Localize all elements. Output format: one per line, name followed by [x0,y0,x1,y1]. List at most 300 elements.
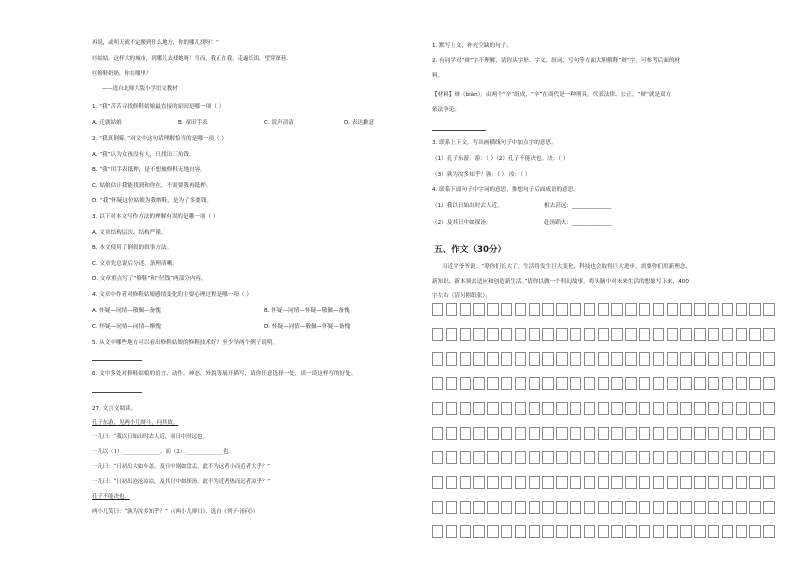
grid-cell [487,352,498,365]
grid-cell [542,476,553,489]
grid-cell [501,451,512,464]
grid-cell [598,303,609,316]
grid-cell [556,451,567,464]
question-6: 6. 文中多处对修鞋姑娘的语言、动作、神态、外貌等展开描写，请你任意选择一处，谈一谈这样写的好处。 [92,371,357,377]
grid-cell [487,525,498,538]
grid-cell [653,451,664,464]
grid-cell [763,525,774,538]
grid-cell [473,451,484,464]
q2-option-c: C. 姑娘估计我能找到和你在，不需要我再抵押。 [92,183,212,189]
grid-cell [584,427,595,440]
r4-sentence: （1）我以日始出时去人近。 [432,203,503,209]
essay-prompt: 习近平爷爷说：“筹你们长大了，生活将发生巨大变化，科技也会取得巨大进步，需要你们用新理念、 [442,264,692,270]
grid-cell [584,402,595,415]
q3-option-a: A. 文章结构层次、结构严谨。 [92,230,167,236]
intro-line: ⑭修鞋奶奶，你在哪里？ [92,71,152,77]
grid-cell [432,476,443,489]
grid-cell [763,451,774,464]
grid-cell [529,427,540,440]
grid-cell [749,501,760,514]
grid-cell [708,501,719,514]
grid-cell [598,501,609,514]
q2-option-d: D. “我”怀疑这位姑娘为我纳鞋，是为了多要钱。 [92,198,212,204]
grid-cell [515,402,526,415]
grid-cell [736,427,747,440]
grid-cell [639,303,650,316]
grid-cell [667,328,678,341]
grid-cell [584,377,595,390]
grid-cell [460,525,471,538]
grid-cell [680,377,691,390]
writing-grid [432,303,778,560]
intro-line: 再说，或明天就不定搬到什么地方，你的哪儿找呀！” [92,40,219,46]
q4-option-c: C. 怀疑—同情—同情—惭愧 [92,324,161,330]
grid-cell [432,328,443,341]
grid-cell [556,352,567,365]
q1-option-b: B. 童旧手表 [178,120,208,126]
grid-cell [653,377,664,390]
grid-cell [722,501,733,514]
question-2: 2. “我真倒霉。”对文中这句话理解恰当的是哪一项（ ） [92,136,227,142]
grid-cell [694,501,705,514]
grid-cell [708,402,719,415]
grid-cell [694,476,705,489]
grid-cell [501,402,512,415]
grid-cell [515,377,526,390]
grid-cell [667,501,678,514]
grid-cell [639,451,650,464]
question-4: 4. 文章中作者对修鞋姑娘感情变化的主要心理过程是哪一项（ ） [92,292,252,298]
grid-cell [722,427,733,440]
grid-cell [708,427,719,440]
grid-cell [515,427,526,440]
grid-cell [611,352,622,365]
grid-cell [763,402,774,415]
grid-cell [680,303,691,316]
grid-cell [722,402,733,415]
grid-cell [667,427,678,440]
grid-cell [763,352,774,365]
grid-cell [736,377,747,390]
grid-cell [460,328,471,341]
grid-cell [749,525,760,538]
grid-cell [432,525,443,538]
grid-cell [680,501,691,514]
grid-cell [446,427,457,440]
grid-cell [501,328,512,341]
answer-line [92,392,142,393]
grid-cell [542,402,553,415]
grid-cell [446,501,457,514]
grid-cell [432,427,443,440]
grid-cell [639,525,650,538]
r3-row: （1）孔子东游。游：（ ）（2）孔子不能决也。决：（ ） [432,156,569,162]
grid-cell [763,377,774,390]
grid-cell [653,427,664,440]
grid-cell [473,427,484,440]
q3-option-d: D. 文章重点写了“修鞋”和“付钱”两部分内容。 [92,276,207,282]
grid-cell [708,377,719,390]
grid-cell [584,451,595,464]
grid-cell [460,427,471,440]
grid-cell [515,476,526,489]
grid-cell [736,476,747,489]
grid-cell [625,427,636,440]
grid-cell [680,402,691,415]
grid-cell [598,476,609,489]
q1-option-d: D. 表达歉意 [344,120,375,126]
grid-cell [487,476,498,489]
grid-cell [763,501,774,514]
grid-cell [667,377,678,390]
grid-cell [611,427,622,440]
q1-option-c: C. 说声清清 [264,120,294,126]
q4-option-d: D. 怀疑—同情—敬佩—怀疑—备愧 [264,324,351,330]
grid-cell [446,303,457,316]
r3-row: （3）孰为汝多知乎？孰：（ ） 汝：（ ） [432,172,531,178]
grid-cell [680,525,691,538]
grid-cell [570,525,581,538]
grid-cell [639,352,650,365]
grid-cell [515,352,526,365]
grid-cell [722,451,733,464]
r4-sentence: （2）及其日中如探汤。 [432,220,492,226]
grid-cell [446,328,457,341]
grid-cell [680,427,691,440]
grid-cell [584,303,595,316]
grid-cell [653,352,664,365]
grid-cell [501,525,512,538]
question-27: 27. 文言文阅读。 [92,406,137,412]
grid-cell [446,352,457,365]
grid-cell [515,501,526,514]
classical-line: 一儿曰：“日初出沧沧凉凉，及其日中如探汤，此不为近者热而远者凉乎？” [92,479,271,485]
grid-cell [736,501,747,514]
grid-cell [736,303,747,316]
grid-cell [749,352,760,365]
grid-cell [736,451,747,464]
classical-line: 孔子东游，见两小儿辩斗，问其故。 [92,420,179,426]
grid-cell [529,501,540,514]
grid-cell [556,377,567,390]
grid-cell [598,451,609,464]
grid-cell [598,427,609,440]
grid-cell [625,402,636,415]
grid-cell [487,501,498,514]
grid-cell [515,451,526,464]
grid-cell [529,328,540,341]
grid-cell [487,427,498,440]
grid-cell [625,501,636,514]
grid-cell [749,476,760,489]
classical-line: 一儿以（1）______________，而（2）______________也。 [92,449,234,455]
grid-cell [446,525,457,538]
grid-cell [432,501,443,514]
grid-cell [515,328,526,341]
grid-cell [611,377,622,390]
grid-cell [749,328,760,341]
grid-cell [487,402,498,415]
question-5: 5. 从文中哪些地方可以看出修鞋姑娘的修鞋技术好？至少举两个例子说明。 [92,340,279,346]
grid-cell [639,427,650,440]
grid-cell [680,476,691,489]
grid-cell [556,476,567,489]
grid-cell [639,501,650,514]
grid-cell [446,451,457,464]
grid-cell [529,303,540,316]
grid-cell [473,352,484,365]
grid-cell [680,352,691,365]
grid-cell [487,377,498,390]
grid-cell [529,352,540,365]
grid-cell [584,352,595,365]
grid-cell [542,427,553,440]
grid-cell [529,402,540,415]
grid-cell [694,427,705,440]
q2-option-a: A. “我”认为女孩没有人，只找出三角钱。 [92,152,195,158]
grid-cell [736,402,747,415]
grid-cell [667,451,678,464]
grid-cell [694,402,705,415]
grid-cell [570,352,581,365]
grid-cell [708,476,719,489]
grid-cell [598,352,609,365]
grid-cell [722,377,733,390]
classical-line: 两小儿笑曰：“孰为汝多知乎？”（《两小儿辩日》，选自《列子·汤问》） [92,509,259,515]
grid-cell [625,352,636,365]
grid-cell [556,525,567,538]
section-title: 五、作文（30分） [434,245,507,255]
grid-cell [487,451,498,464]
grid-cell [598,525,609,538]
grid-cell [473,303,484,316]
grid-cell [501,501,512,514]
q1-option-a: A. 迁就姑娘 [92,120,122,126]
grid-cell [515,303,526,316]
grid-cell [473,402,484,415]
grid-cell [556,303,567,316]
grid-cell [570,501,581,514]
grid-cell [556,328,567,341]
classical-line: 孔子不能决也。 [92,494,130,500]
grid-cell [722,476,733,489]
grid-cell [611,402,622,415]
grid-cell [570,476,581,489]
grid-cell [556,501,567,514]
grid-cell [501,377,512,390]
grid-cell [611,501,622,514]
grid-cell [570,451,581,464]
grid-cell [570,328,581,341]
grid-cell [584,328,595,341]
answer-line [432,130,486,131]
grid-cell [598,377,609,390]
grid-cell [432,451,443,464]
intro-line: ⑬姑姑，这样大的城市，到哪儿去找她呀！当而，我正在我，走遍长街，望穿深巷。 [92,56,292,62]
grid-cell [446,402,457,415]
grid-cell [501,476,512,489]
question-r2-cont: 料。 [432,73,444,79]
grid-cell [625,377,636,390]
grid-cell [432,303,443,316]
essay-prompt: 新知识、新本领去适应和创造新生活。”请你以做一个科幻故事，将头脑中对未来生活的想象写下来，400 [432,279,689,285]
grid-cell [460,476,471,489]
grid-cell [639,402,650,415]
grid-cell [473,501,484,514]
grid-cell [542,501,553,514]
grid-cell [722,328,733,341]
essay-prompt: 字左右（请另附纸张）。 [432,293,491,299]
grid-cell [749,451,760,464]
grid-cell [460,402,471,415]
grid-cell [611,328,622,341]
source-note: ——选自北师大版小学语文教材 [102,86,178,92]
grid-cell [487,303,498,316]
grid-cell [625,328,636,341]
grid-cell [446,476,457,489]
grid-cell [460,352,471,365]
grid-cell [680,451,691,464]
grid-cell [611,451,622,464]
grid-cell [501,427,512,440]
grid-cell [446,377,457,390]
q4-option-b: B. 怀疑—同情—怀疑—敬佩—备愧 [264,308,350,314]
grid-cell [556,427,567,440]
grid-cell [653,476,664,489]
grid-cell [501,303,512,316]
r4-idiom: 相去甚远：______________ [544,203,612,209]
q3-option-b: B. 本文使用了倒叙的叙事方法。 [92,245,173,251]
grid-cell [611,476,622,489]
grid-cell [667,303,678,316]
q4-option-a: A. 怀疑—同情—敬佩—备愧 [92,308,161,314]
grid-cell [542,377,553,390]
grid-cell [570,427,581,440]
grid-cell [515,525,526,538]
grid-cell [763,427,774,440]
grid-cell [598,402,609,415]
classical-line: 一儿曰：“我以日始出时去人近，而日中时远也。 [92,434,208,440]
answer-line [92,360,142,361]
grid-cell [487,328,498,341]
grid-cell [432,402,443,415]
grid-cell [584,525,595,538]
grid-cell [694,328,705,341]
grid-cell [542,303,553,316]
grid-cell [529,451,540,464]
grid-cell [625,303,636,316]
grid-cell [653,402,664,415]
grid-cell [460,501,471,514]
grid-cell [722,303,733,316]
grid-cell [432,377,443,390]
grid-cell [667,402,678,415]
grid-cell [473,476,484,489]
grid-cell [529,525,540,538]
grid-cell [584,501,595,514]
grid-cell [529,377,540,390]
grid-cell [501,352,512,365]
grid-cell [473,377,484,390]
grid-cell [639,377,650,390]
grid-cell [432,352,443,365]
grid-cell [708,352,719,365]
grid-cell [639,476,650,489]
grid-cell [763,328,774,341]
grid-cell [708,303,719,316]
grid-cell [749,377,760,390]
grid-cell [625,451,636,464]
grid-cell [529,476,540,489]
grid-cell [570,402,581,415]
grid-cell [473,328,484,341]
grid-cell [749,402,760,415]
grid-cell [722,525,733,538]
grid-cell [708,525,719,538]
grid-cell [667,525,678,538]
grid-cell [736,352,747,365]
grid-cell [680,328,691,341]
question-r3: 3. 联系上下文，写出画横线句子中加点字的意思。 [432,140,557,146]
grid-cell [736,328,747,341]
grid-cell [749,427,760,440]
grid-cell [653,525,664,538]
grid-cell [542,352,553,365]
grid-cell [749,303,760,316]
grid-cell [736,525,747,538]
grid-cell [694,352,705,365]
grid-cell [763,476,774,489]
grid-cell [667,476,678,489]
grid-cell [556,402,567,415]
grid-cell [473,525,484,538]
grid-cell [625,476,636,489]
question-r4: 4. 联系下面句子中字词的意思，推想句子后面成语的意思。 [432,187,579,193]
question-1: 1. “我”苦苦寻找修鞋姑娘最直接的原因是哪一项（ ） [92,104,225,110]
grid-cell [598,328,609,341]
grid-cell [694,303,705,316]
r4-idiom: 赴汤蹈火：______________ [544,220,612,226]
grid-cell [708,451,719,464]
grid-cell [708,328,719,341]
grid-cell [694,451,705,464]
grid-cell [584,476,595,489]
grid-cell [460,303,471,316]
grid-cell [763,303,774,316]
question-r1: 1. 默写上文，补充空缺的句子。 [432,43,512,49]
grid-cell [653,303,664,316]
question-3: 3. 以下对本文写作方法的理解有误的是哪一项（ ） [92,214,219,220]
q3-option-c: C. 文章先总说后分述，条理清晰。 [92,261,178,267]
grid-cell [542,451,553,464]
grid-cell [653,501,664,514]
question-r2: 2. 有同学对“辩”字不理解，请你从字形、字义、组词、写句等方面大胆解释“辩”字，可参考后面的材 [432,58,681,64]
grid-cell [570,303,581,316]
grid-cell [694,377,705,390]
grid-cell [625,525,636,538]
grid-cell [722,352,733,365]
grid-cell [542,525,553,538]
grid-cell [542,328,553,341]
q2-option-b: B. “我”用手表抵押，是不想被修鞋无地自容。 [92,167,206,173]
classical-line: 一儿曰：“日初出大如车盖，及日中则如盘盂，此不为远者小而近者大乎？” [92,464,271,470]
grid-cell [460,451,471,464]
grid-cell [611,303,622,316]
grid-cell [639,328,650,341]
grid-cell [611,525,622,538]
material-line: 依法争论。 [432,107,460,113]
grid-cell [570,377,581,390]
